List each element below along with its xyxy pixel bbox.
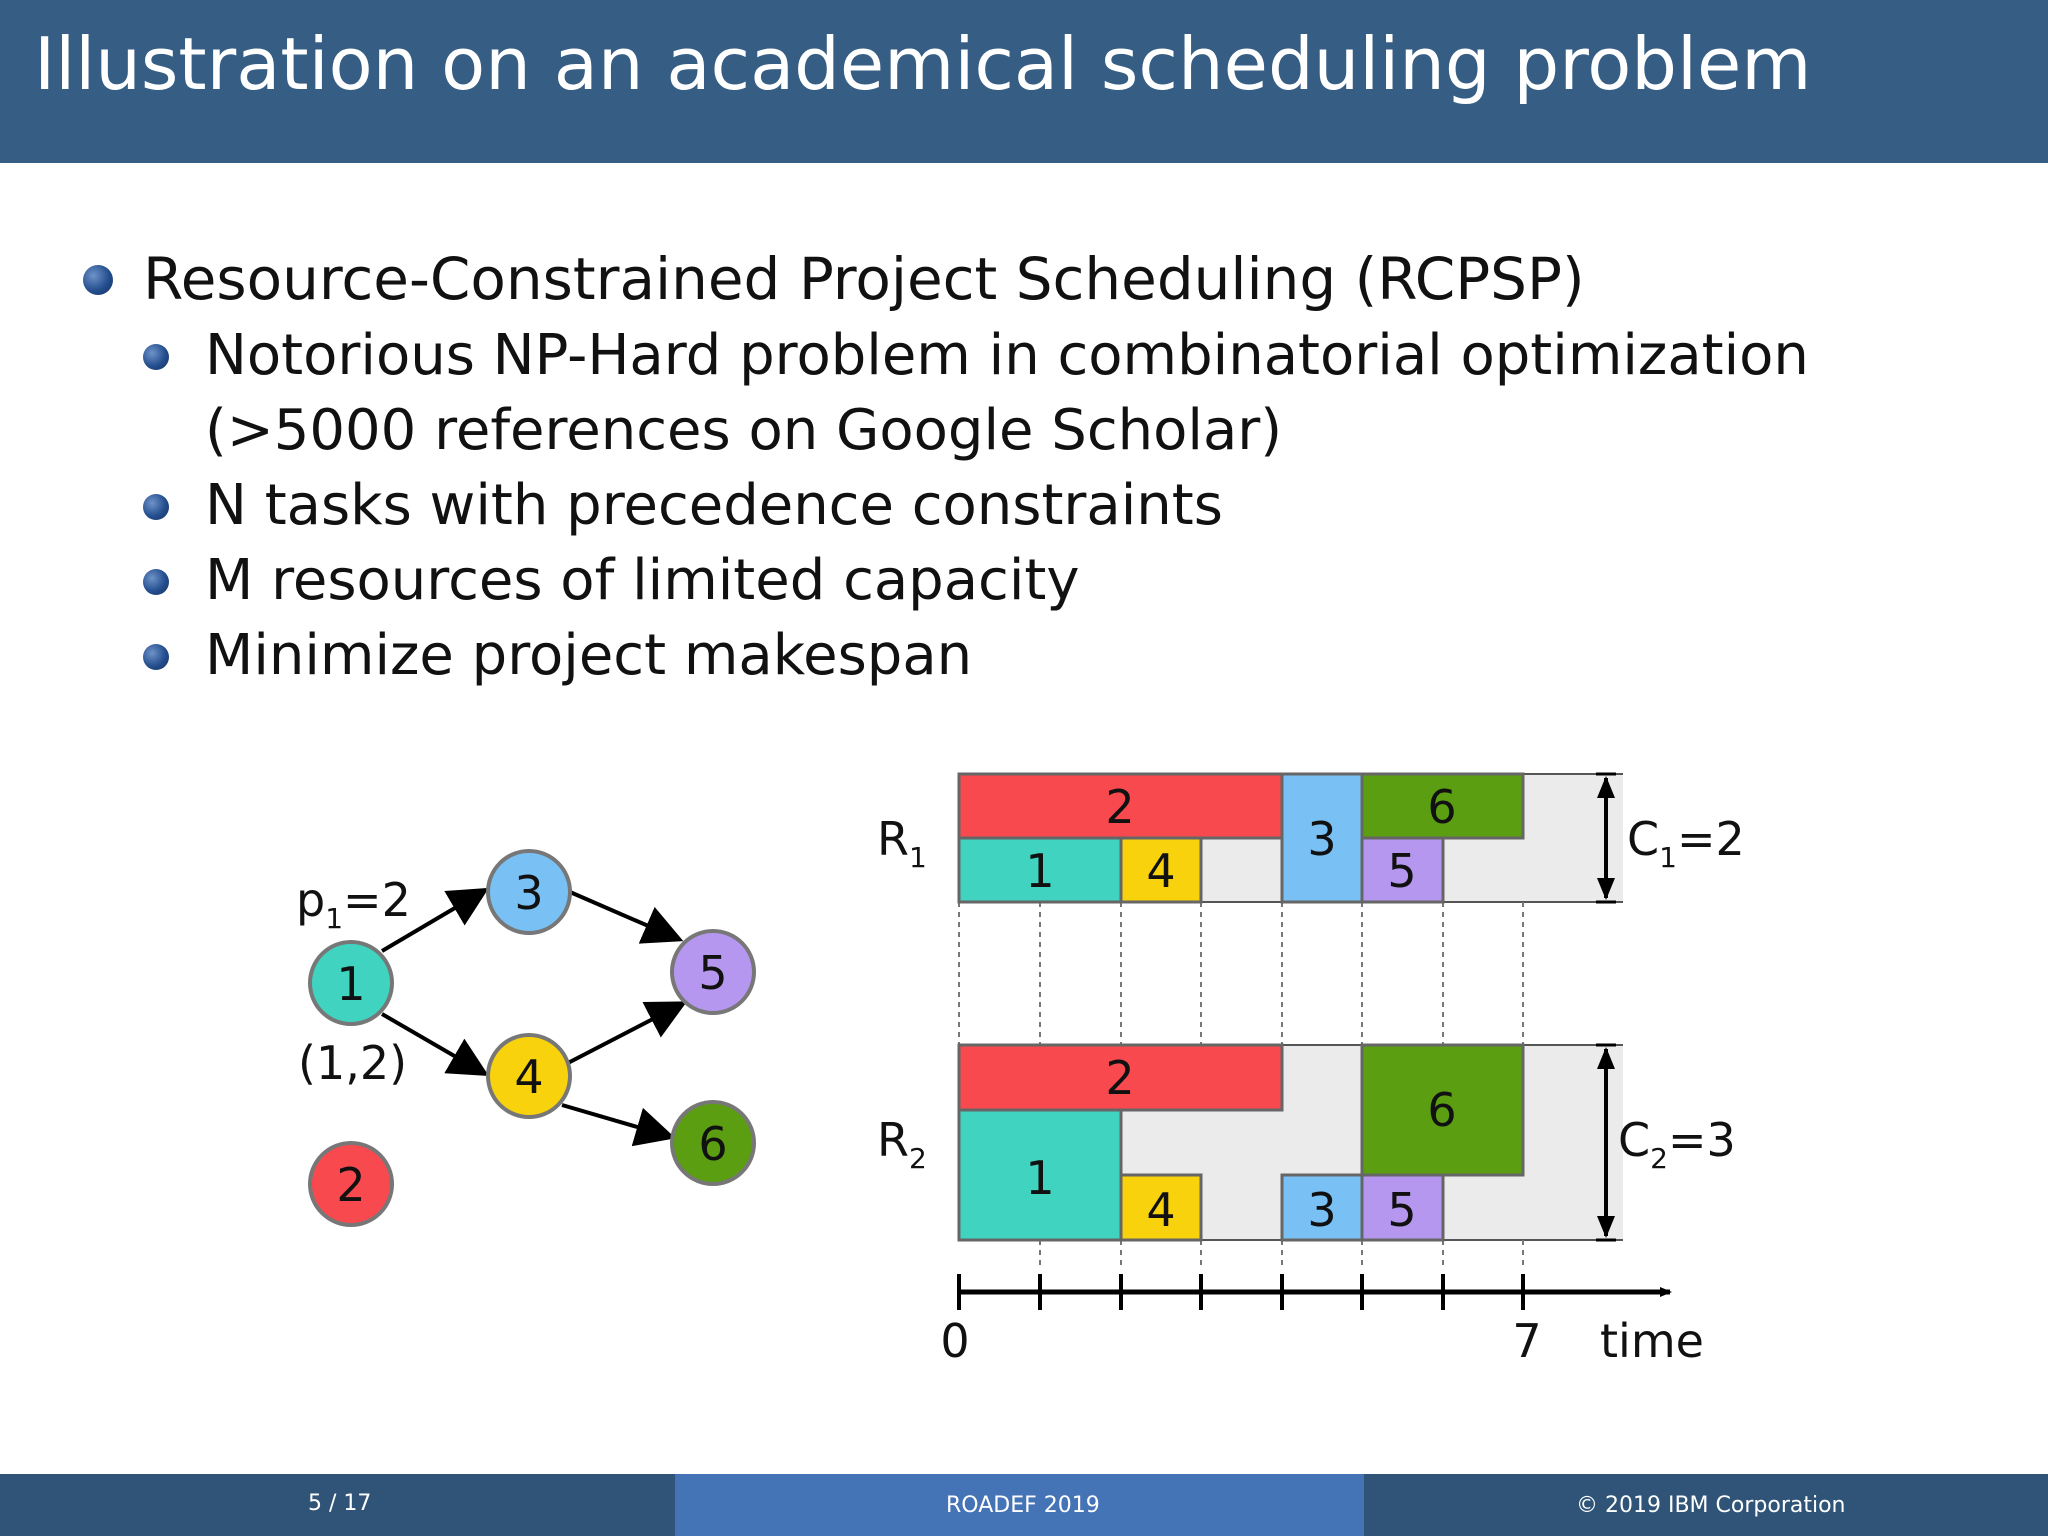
r1-task-3-label: 3 — [1307, 812, 1337, 866]
edge-label: (1,2) — [298, 1036, 408, 1090]
node-5 — [672, 931, 754, 1013]
resource-2-label: $R_2$ — [877, 1113, 927, 1175]
node-3 — [488, 851, 570, 933]
axis-start-label: 0 — [940, 1314, 970, 1368]
r2-task-2-label: 2 — [1105, 1051, 1135, 1105]
edge-3-5 — [570, 892, 676, 938]
node-4-label: 4 — [514, 1050, 544, 1104]
bullet-sub-np-hard: Notorious NP-Hard problem in combinatorial optimization — [205, 323, 1809, 388]
edge-4-6 — [562, 1105, 668, 1136]
footer — [0, 1474, 2048, 1536]
copyright: © 2019 IBM Corporation — [1576, 1493, 1846, 1518]
node-2 — [310, 1143, 392, 1225]
bullet-main: Resource-Constrained Project Scheduling (RCPSP) — [143, 245, 1585, 313]
capacity-1-label: $C_1=2$ — [1627, 812, 1745, 874]
axis-time-label: time — [1600, 1314, 1704, 1368]
bullet-sub-makespan: Minimize project makespan — [205, 623, 973, 688]
r1-task-5-label: 5 — [1387, 844, 1417, 898]
slide-title: Illustration on an academical scheduling problem — [34, 22, 1812, 106]
bullet-sub-references: (>5000 references on Google Scholar) — [205, 398, 1283, 463]
bullet-sub-tasks: N tasks with precedence constraints — [205, 473, 1223, 538]
r2-task-3-label: 3 — [1307, 1183, 1337, 1237]
r2-task-1-label: 1 — [1025, 1151, 1055, 1205]
r1-task-2-label: 2 — [1105, 780, 1135, 834]
footer-mid — [675, 1474, 1364, 1536]
r2-task-4-label: 4 — [1146, 1183, 1176, 1237]
r2-task-5-label: 5 — [1387, 1183, 1417, 1237]
node-2-label: 2 — [336, 1158, 366, 1212]
edge-4-5 — [566, 1005, 680, 1064]
event-name: ROADEF 2019 — [946, 1493, 1100, 1518]
r1-task-4-label: 4 — [1146, 844, 1176, 898]
node-1-label: 1 — [336, 957, 366, 1011]
node-1 — [310, 942, 392, 1024]
node-3-label: 3 — [514, 866, 544, 920]
footer-left — [0, 1474, 675, 1536]
r1-task-6-label: 6 — [1427, 780, 1457, 834]
resource-1-label: $R_1$ — [877, 812, 927, 874]
gantt-chart — [877, 774, 1745, 1368]
node-6 — [672, 1102, 754, 1184]
precedence-graph — [296, 851, 754, 1225]
node-6-label: 6 — [698, 1117, 728, 1171]
page-number: 5 / 17 — [308, 1491, 372, 1516]
footer-right — [1364, 1474, 2048, 1536]
r1-task-1-label: 1 — [1025, 844, 1055, 898]
time-axis — [940, 1274, 1704, 1368]
r2-task-6-label: 6 — [1427, 1083, 1457, 1137]
bullet-sub-resources: M resources of limited capacity — [205, 548, 1080, 613]
node-4 — [488, 1035, 570, 1117]
capacity-2-label: $C_2=3$ — [1618, 1113, 1736, 1175]
node-5-label: 5 — [698, 946, 728, 1000]
axis-end-label: 7 — [1512, 1314, 1542, 1368]
duration-label: $p_1=2$ — [296, 873, 411, 935]
